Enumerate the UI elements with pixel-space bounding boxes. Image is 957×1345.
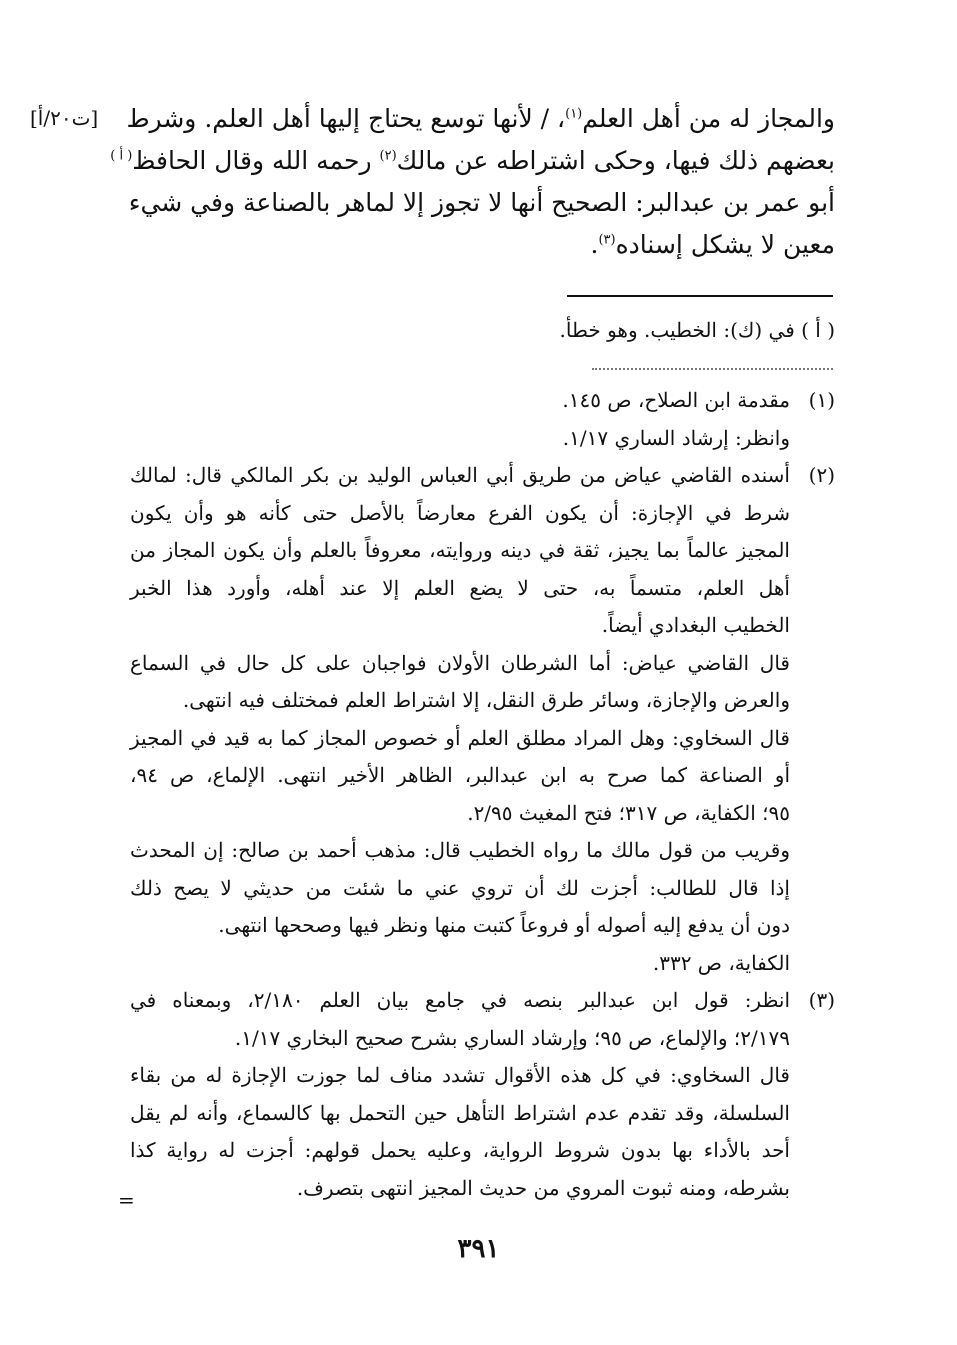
footnote-line: دون أن يدفع إليه أصوله أو فروعاً كتبت منها ونظر فيها وصححها انتهى. <box>218 913 790 937</box>
footnote-line: شرط في الإجازة: أن يكون الفرع معارضاً بالأصل حتى كأنه هو وأن يكون <box>130 500 790 525</box>
footnote-1 <box>130 382 835 457</box>
footnote-dotted-rule <box>592 368 833 370</box>
footnote-line: إذا قال للطالب: أجزت لك أن تروي عني ما شئت من حديثي لا يصح ذلك <box>130 875 790 900</box>
footnote-2-number: (٢) <box>808 463 835 487</box>
footnote-3 <box>130 982 835 1207</box>
footnotes <box>130 382 835 1207</box>
page-number: ٣٩١ <box>457 1234 500 1264</box>
footnote-line: والعرض والإجازة، وسائر طرق النقل، إلا اشتراط العلم فمختلف فيه انتهى. <box>182 688 790 712</box>
main-line-1-b: ، / لأنها توسع يحتاج إليها أهل العلم. وشرط <box>126 104 566 133</box>
footnote-line: قال السخاوي: في كل هذه الأقوال تشدد مناف لما جوزت الإجازة له من بقاء <box>130 1063 790 1087</box>
footnote-line: أحد بالأداء بها بدون شروط الرواية، وعليه يحمل قولهم: أجزت له رواية كذا <box>130 1138 790 1162</box>
footnote-line: الخطيب البغدادي أيضاً. <box>601 613 790 637</box>
footnote-line: وقريب من قول مالك ما رواه الخطيب قال: مذهب أحمد بن صالح: إن المحدث <box>130 838 790 862</box>
footnote-line: مقدمة ابن الصلاح، ص ١٤٥. <box>562 388 790 412</box>
footnote-ref-alpha: ( أ ) <box>110 148 133 164</box>
footnote-ref-2: (٢) <box>379 148 397 164</box>
main-line-1-a: والمجاز له من أهل العلم <box>582 104 835 133</box>
footnote-line: أهل العلم، متسماً به، حتى لا يضع العلم إلا عند أهله، وأورد هذا الخبر <box>130 575 790 600</box>
main-line-2 <box>110 140 835 182</box>
continuation-mark: = <box>118 1188 135 1212</box>
footnote-line: بشرطه، ومنه ثبوت المروي من حديث المجيز انتهى بتصرف. <box>296 1175 790 1200</box>
main-line-2-a: بعضهم ذلك فيها، وحكى اشتراطه عن مالك <box>396 146 835 175</box>
footnote-line: السلسلة، وقد تقدم عدم اشتراط التأهل حين التحمل بها كالسماع، وأنه لم يقل <box>130 1100 790 1125</box>
footnote-line: ٢/١٧٩؛ والإلماع، ص ٩٥؛ وإرشاد الساري بشرح صحيح البخاري ١/١٧. <box>234 1025 790 1050</box>
footnote-line: أسنده القاضي عياض من طريق أبي العباس الوليد بن بكر المالكي قال: لمالك <box>130 463 790 487</box>
main-line-2-b: رحمه الله وقال الحافظ <box>132 146 380 175</box>
footnote-line: المجيز عالماً بما يجيز، ثقة في دينه وروايته، معروفاً بالعلم وأن يكون المجاز من <box>130 538 790 562</box>
footnote-line: قال القاضي عياض: أما الشرطان الأولان فواجبان على كل حال في السماع <box>130 650 790 675</box>
main-line-3: أبو عمر بن عبدالبر: الصحيح أنها لا تجوز إلا لماهر بالصناعة وفي شيء <box>128 188 835 217</box>
main-body-text <box>110 98 835 266</box>
footnote-line: انظر: قول ابن عبدالبر بنصه في جامع بيان العلم ٢/١٨٠، وبمعناه في <box>130 988 790 1012</box>
variant-note-text: ( أ ) في (ك): الخطيب. وهو خطأ. <box>559 318 835 342</box>
footnote-line: الكفاية، ص ٣٣٢. <box>652 950 790 975</box>
footnote-2 <box>130 457 835 982</box>
variant-note-alpha <box>130 312 835 350</box>
footnote-separator-rule <box>567 295 833 297</box>
margin-folio-marker: [ت٢٠/أ] <box>30 106 99 130</box>
footnote-ref-3: (٣) <box>598 232 616 248</box>
footnote-line: أو الصناعة كما صرح به ابن عبدالبر، الظاهر الأخير انتهى. الإلماع، ص ٩٤، <box>130 763 790 787</box>
footnote-line: وانظر: إرشاد الساري ١/١٧. <box>562 425 790 450</box>
footnote-line: قال السخاوي: وهل المراد مطلق العلم أو خصوص المجاز كما به قيد في المجيز <box>130 725 790 750</box>
main-line-4-a: معين لا يشكل إسناده <box>615 230 835 259</box>
main-line-4-end: . <box>590 230 599 259</box>
main-line-4 <box>130 224 835 266</box>
main-line-1 <box>126 98 835 140</box>
footnote-ref-1: (١) <box>565 106 583 122</box>
footnote-3-number: (٣) <box>808 988 835 1012</box>
footnote-line: ٩٥؛ الكفاية، ص ٣١٧؛ فتح المغيث ٢/٩٥. <box>467 800 790 825</box>
footnote-1-number: (١) <box>808 388 835 412</box>
